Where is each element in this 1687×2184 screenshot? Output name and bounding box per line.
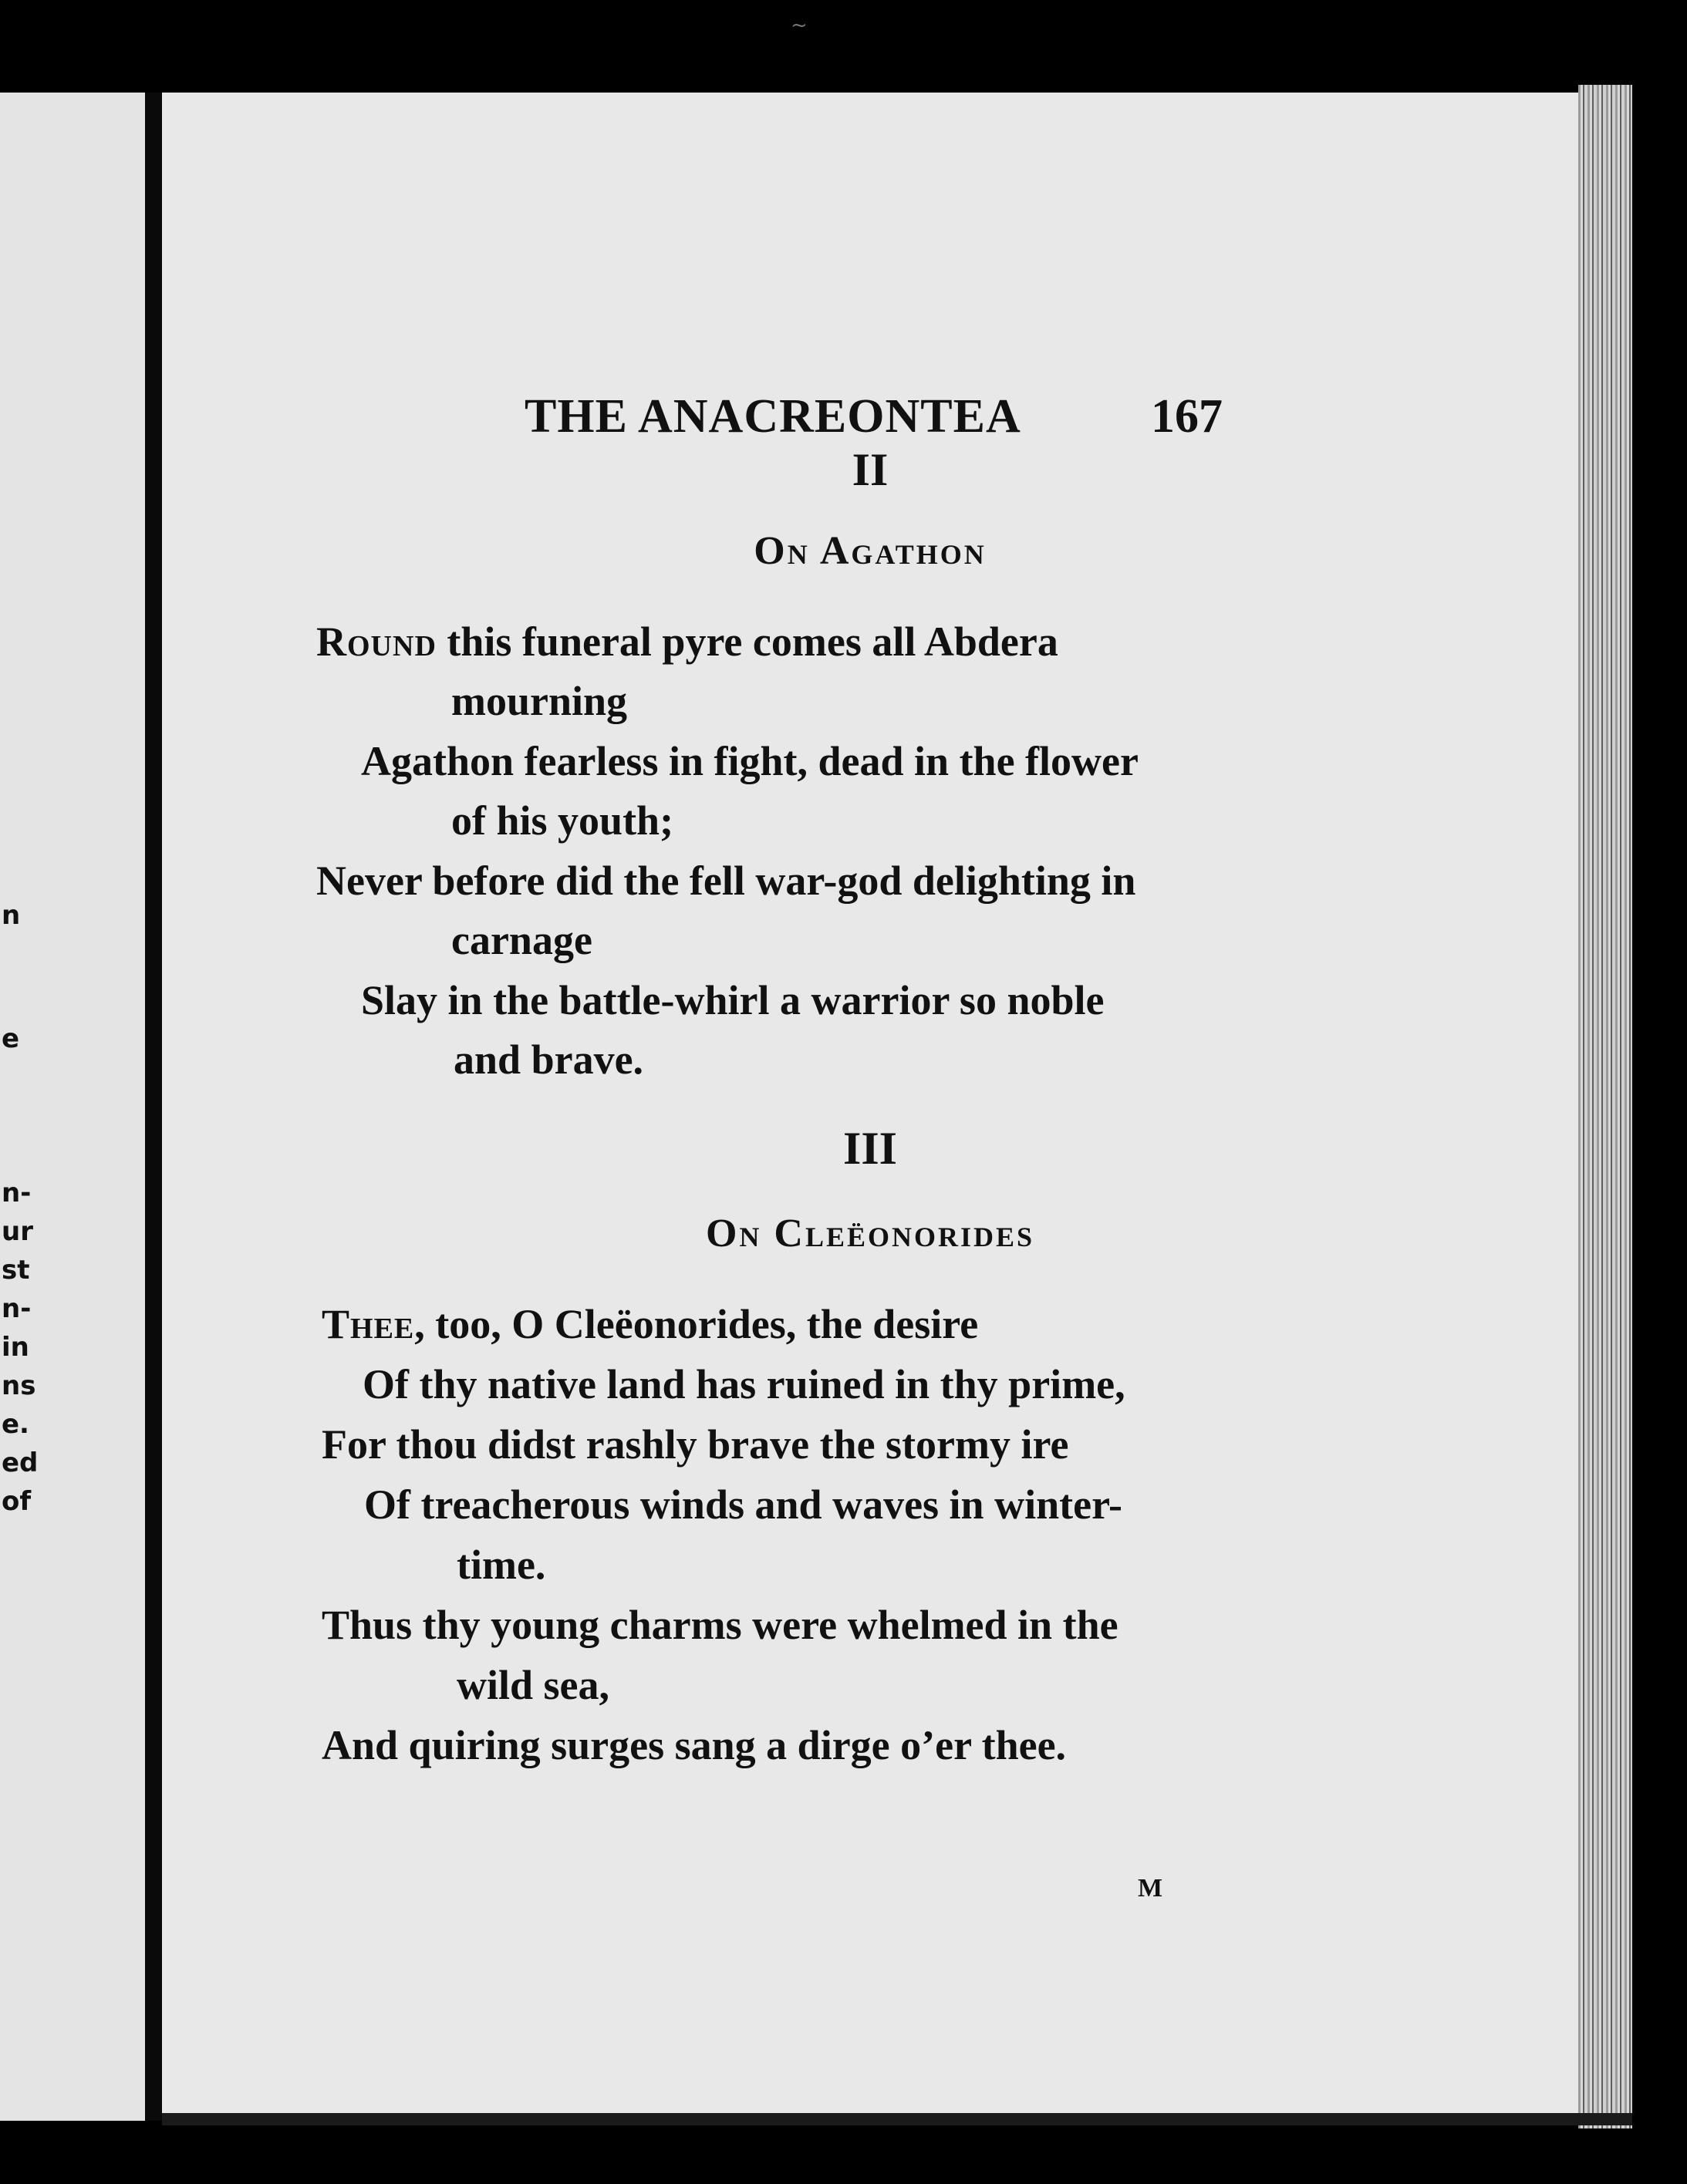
fragment: st (2, 1255, 30, 1286)
verse-line (316, 618, 1058, 665)
verse-lead-word: Thee (322, 1301, 415, 1347)
verse-line: time. (457, 1542, 546, 1588)
verse-line: Of treacherous winds and waves in winter- (364, 1481, 1123, 1528)
verse-line: Never before did the fell war-god delighting in (316, 858, 1136, 904)
fragment: ur (2, 1216, 33, 1247)
verse-line: Slay in the battle-whirl a warrior so noble (361, 977, 1105, 1023)
verse-line (322, 1303, 978, 1345)
verse-lead-word: Round (316, 618, 437, 665)
book-gutter (145, 93, 162, 2121)
signature-mark: M (1138, 1874, 1163, 1903)
verse-line: of his youth; (451, 797, 674, 844)
fragment: ns (2, 1370, 36, 1401)
verse-line: And quiring surges sang a dirge o’er thee. (322, 1722, 1067, 1768)
poem-title: On Cleëonorides (705, 1212, 1035, 1255)
running-head: THE ANACREONTEA (525, 390, 1021, 443)
poem-numeral: III (842, 1123, 898, 1174)
right-page (162, 93, 1578, 2121)
fragment: in (2, 1332, 29, 1363)
poem-title: On Agathon (754, 529, 987, 573)
fragment: e (2, 1023, 20, 1054)
left-page (0, 93, 145, 2121)
fragment: ed (2, 1448, 39, 1478)
poem-numeral: II (852, 444, 889, 495)
verse-line: For thou didst rashly brave the stormy ire (322, 1421, 1069, 1468)
verse-line-text: this funeral pyre comes all Abdera (436, 618, 1058, 665)
verse-line: Of thy native land has ruined in thy prime, (363, 1361, 1125, 1407)
page-number: 167 (1151, 390, 1223, 443)
left-page-text-fragments (0, 93, 145, 2121)
verse-line: carnage (451, 917, 592, 963)
scan-smudge: ~ (791, 14, 808, 37)
verse-line: wild sea, (457, 1662, 610, 1708)
fragment: n- (2, 1178, 32, 1208)
verse-line: Agathon fearless in fight, dead in the flower (361, 738, 1139, 784)
fragment: n- (2, 1293, 32, 1324)
fragment: of (2, 1486, 32, 1517)
verse-line: Thus thy young charms were whelmed in the (322, 1602, 1118, 1648)
verse-line-text: , too, O Cleëonorides, the desire (414, 1301, 979, 1347)
page-edges (1578, 85, 1632, 2128)
fragment: e. (2, 1409, 29, 1440)
page-bottom-shadow (162, 2113, 1632, 2125)
verse-line: and brave. (454, 1036, 644, 1083)
verse-line: mourning (451, 678, 628, 724)
fragment: n (2, 900, 21, 931)
